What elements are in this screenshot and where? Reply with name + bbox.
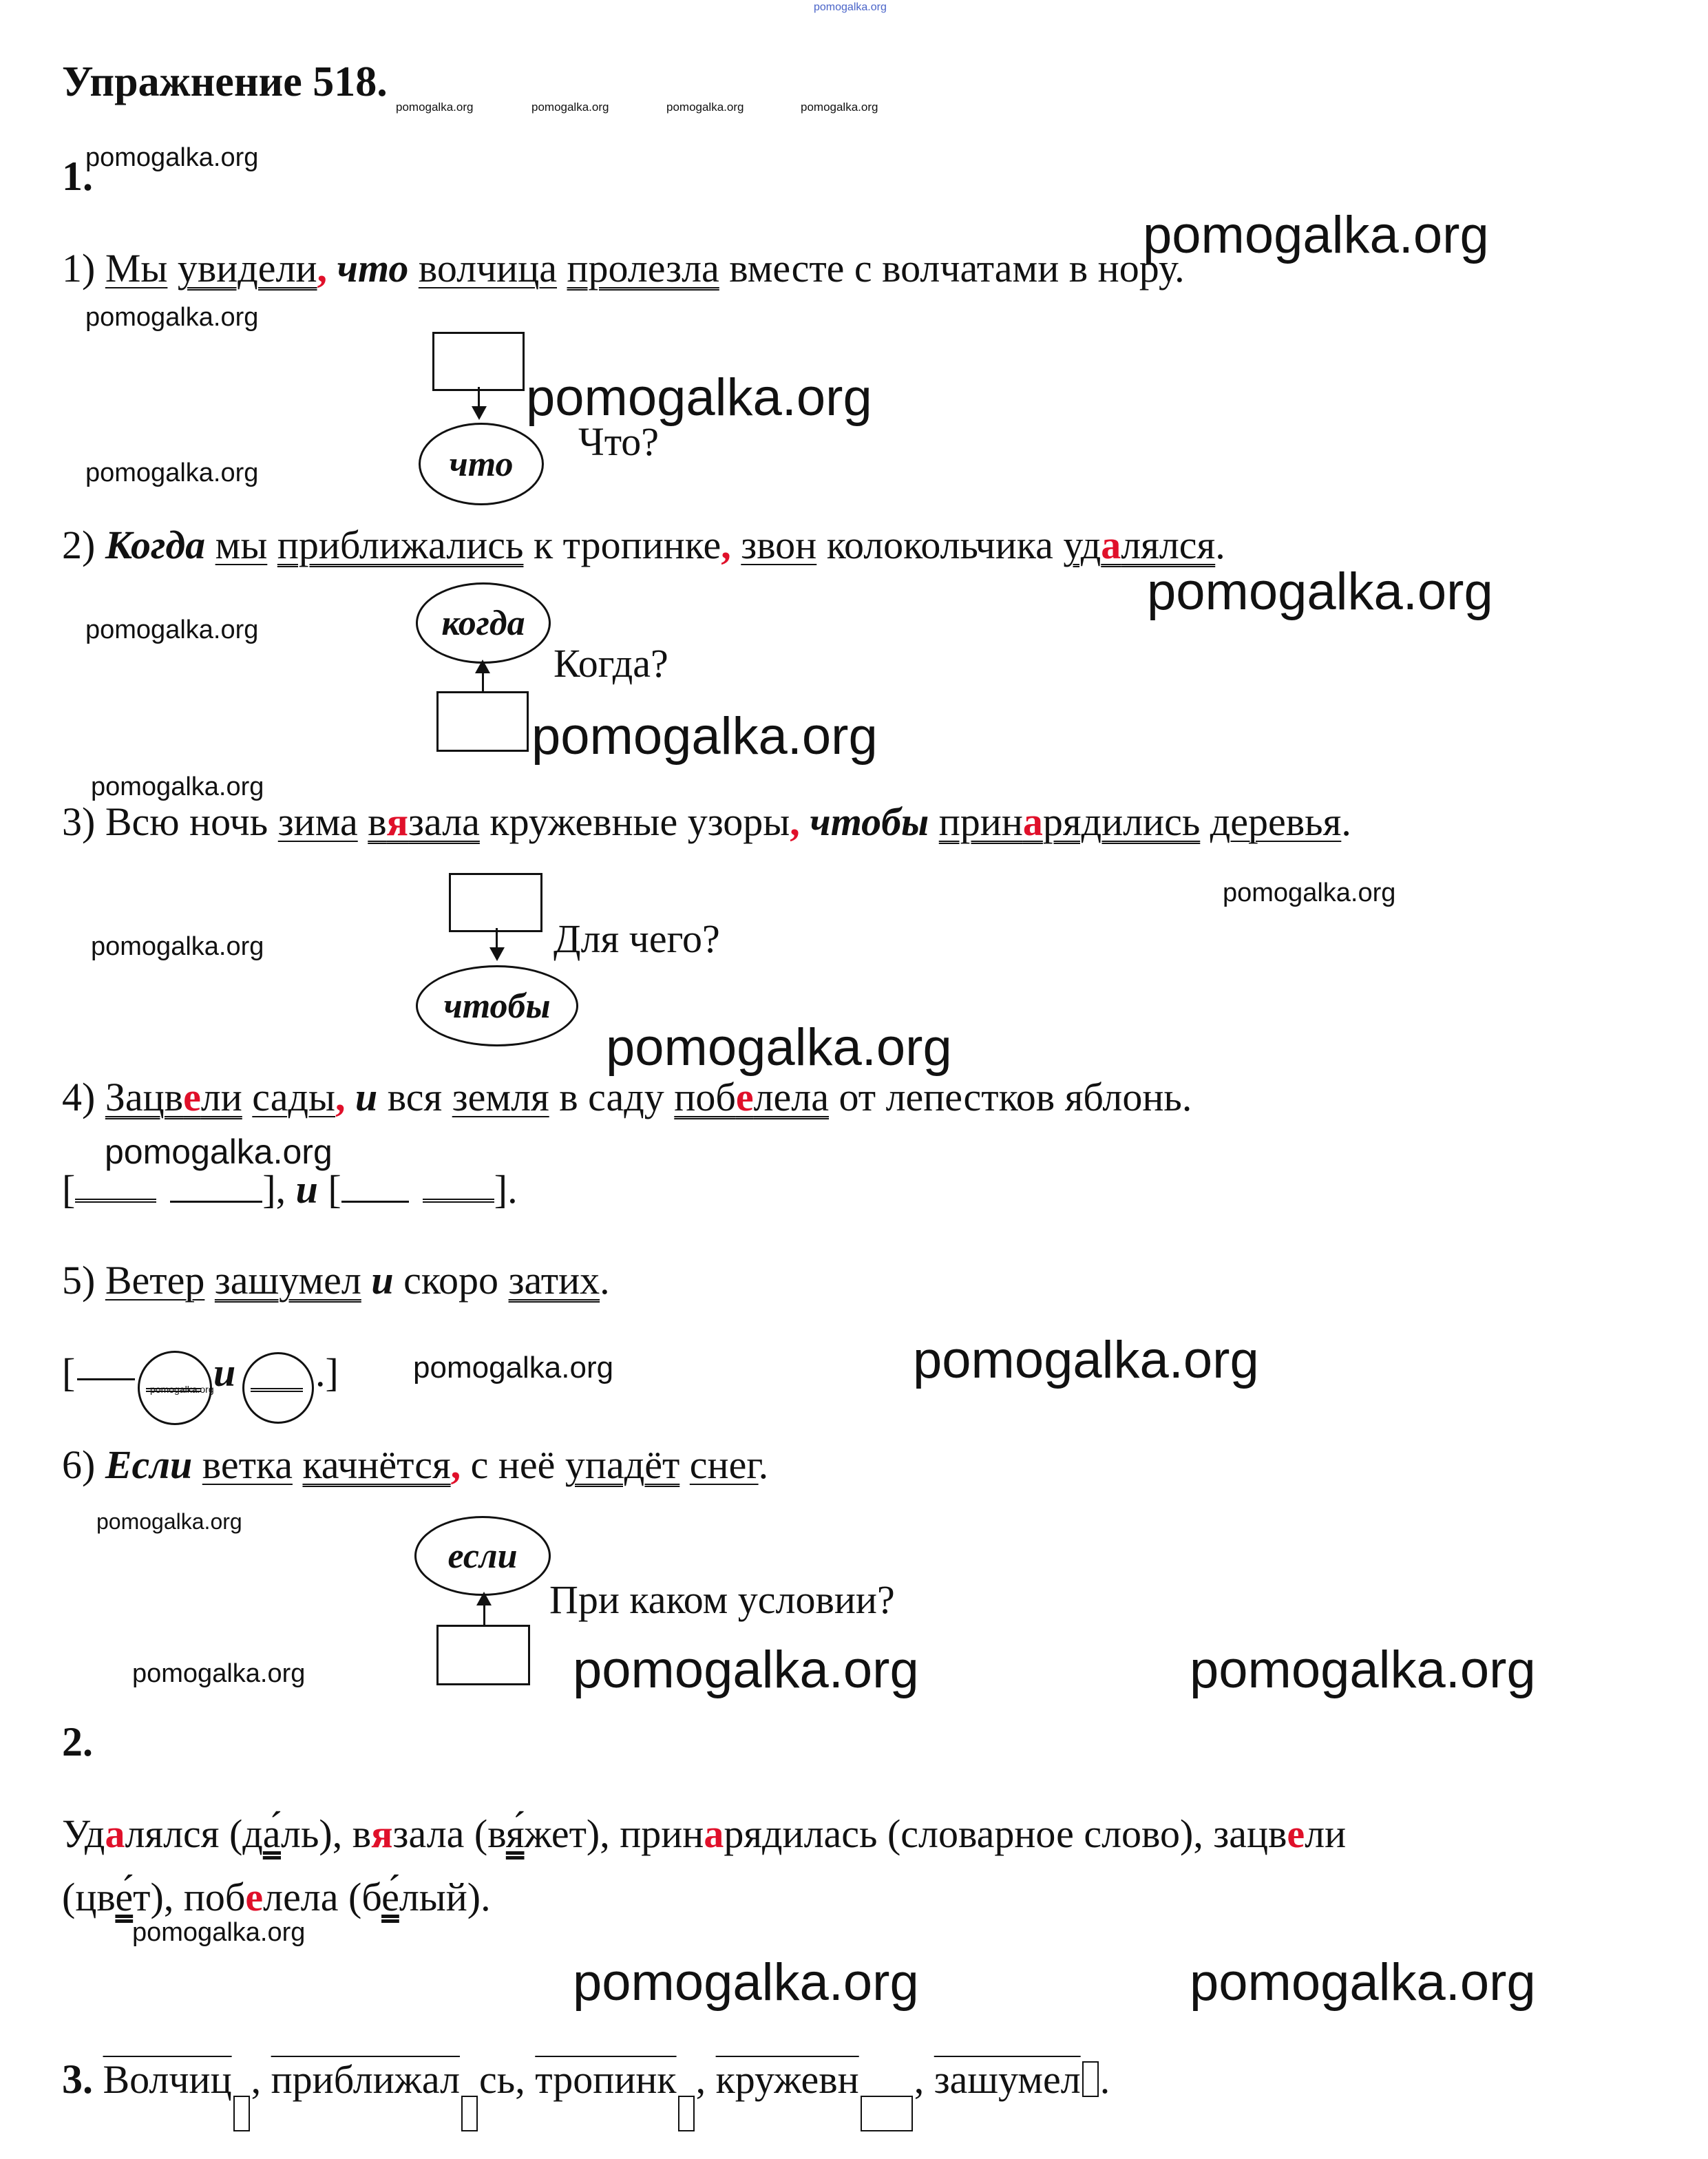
watermark: pomogalka.org xyxy=(666,101,744,114)
watermark-large: pomogalka.org xyxy=(526,368,872,427)
question: Когда? xyxy=(553,641,668,686)
sentence-1: 1) Мы увидели, что волчица пролезла вместе с волчатами в нору. xyxy=(62,246,1185,291)
section-2-number: 2. xyxy=(62,1719,93,1765)
conjunction-oval: когда xyxy=(416,582,551,664)
conjunction-oval: чтобы xyxy=(416,965,578,1046)
arrow-line xyxy=(482,672,484,693)
watermark: pomogalka.org xyxy=(96,1509,242,1534)
sentence-6: 6) Если ветка качнётся, с неё упадёт снег. xyxy=(62,1442,769,1487)
watermark-large: pomogalka.org xyxy=(573,1641,919,1699)
part2-line-1: Удалялся (да́ль), вязала (вя́жет), принарядилась (словарное слово), зацвели xyxy=(62,1811,1347,1856)
watermark: pomogalka.org xyxy=(85,143,259,172)
watermark-large: pomogalka.org xyxy=(606,1018,952,1077)
watermark-large: pomogalka.org xyxy=(1190,1641,1536,1699)
conjunction-oval: что xyxy=(419,423,544,505)
watermark: pomogalka.org xyxy=(1223,878,1396,907)
scheme-5-open: [ xyxy=(62,1350,76,1395)
question: Что? xyxy=(578,419,660,464)
watermark-large: pomogalka.org xyxy=(913,1331,1259,1389)
watermark: pomogalka.org xyxy=(105,1133,333,1171)
watermark-large: pomogalka.org xyxy=(1147,562,1493,621)
question: Для чего? xyxy=(553,916,720,961)
watermark: pomogalka.org xyxy=(531,101,609,114)
watermark: pomogalka.org xyxy=(413,1351,614,1384)
sentence-3: 3) Всю ночь зима вязала кружевные узоры, чтобы принарядились деревья. xyxy=(62,799,1351,844)
part3-line: 3. Волчиц , приближал сь, тропинк , кружевн , зашумел . xyxy=(62,2056,1110,2131)
part2-line-2: (цве́т), побелела (бе́лый). xyxy=(62,1875,491,1919)
main-clause-box xyxy=(436,1625,530,1685)
sentence-5: 5) Ветер зашумел и скоро затих. xyxy=(62,1258,610,1303)
scheme-5-close: .] xyxy=(315,1350,339,1395)
watermark: pomogalka.org xyxy=(132,1659,306,1688)
arrow-line xyxy=(496,928,498,949)
main-clause-box xyxy=(436,691,529,752)
watermark-large: pomogalka.org xyxy=(1143,206,1489,264)
main-clause-box xyxy=(449,873,542,932)
watermark-large: pomogalka.org xyxy=(1190,1953,1536,2012)
arrow-head xyxy=(475,660,490,673)
scheme-5-conj: и xyxy=(213,1350,236,1395)
watermark-large: pomogalka.org xyxy=(573,1953,919,2012)
arrow-line xyxy=(483,1604,485,1625)
watermark: pomogalka.org xyxy=(132,1918,306,1947)
watermark: pomogalka.org xyxy=(801,101,878,114)
watermark: pomogalka.org xyxy=(396,101,474,114)
watermark: pomogalka.org xyxy=(91,772,264,801)
predicate-line xyxy=(251,1388,303,1392)
watermark: pomogalka.org xyxy=(85,303,259,332)
watermark: pomogalka.org xyxy=(85,459,259,487)
top-watermark: pomogalka.org xyxy=(814,1,887,13)
watermark: pomogalka.org xyxy=(85,615,259,644)
watermark: pomogalka.org xyxy=(91,932,264,961)
arrow-head xyxy=(472,406,487,420)
sentence-2: 2) Когда мы приближались к тропинке, звон колокольчика удалялся. xyxy=(62,523,1225,567)
question: При каком условии? xyxy=(549,1577,895,1622)
section-1-number: 1. xyxy=(62,154,93,199)
scheme-4: [ ], и [ ]. xyxy=(62,1167,518,1212)
arrow-head xyxy=(476,1592,492,1605)
conjunction-oval: если xyxy=(414,1516,551,1596)
arrow-head xyxy=(489,947,505,961)
subject-line xyxy=(77,1378,135,1380)
arrow-line xyxy=(478,387,480,408)
page-title: Упражнение 518. xyxy=(62,59,388,105)
sentence-4: 4) Зацвели сады, и вся земля в саду побелела от лепестков яблонь. xyxy=(62,1075,1192,1119)
watermark-large: pomogalka.org xyxy=(531,707,878,766)
watermark: pomogalka.org xyxy=(150,1384,214,1395)
main-clause-box xyxy=(432,332,525,391)
